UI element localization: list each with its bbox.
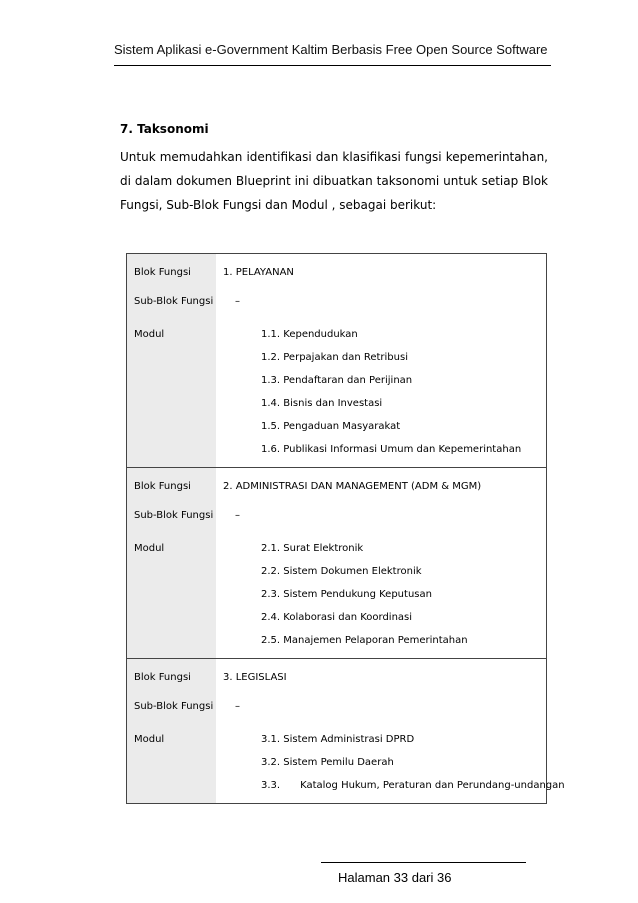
table-row	[127, 468, 547, 497]
label-modul: Modul	[127, 721, 217, 750]
sub-blok-value: –	[235, 701, 240, 712]
page-number: Halaman 33 dari 36	[338, 870, 452, 885]
header-rule	[114, 65, 551, 66]
label-sub-blok-fungsi: Sub-Blok Fungsi	[127, 496, 217, 530]
table-row	[127, 750, 547, 773]
label-blok-fungsi: Blok Fungsi	[127, 659, 217, 688]
module-item: 2.4. Kolaborasi dan Koordinasi	[261, 612, 413, 623]
sub-blok-value: –	[235, 296, 240, 307]
table-row	[127, 414, 547, 437]
module-item: 2.3. Sistem Pendukung Keputusan	[261, 589, 432, 600]
label-sub-blok-fungsi: Sub-Blok Fungsi	[127, 687, 217, 721]
label-sub-blok-fungsi: Sub-Blok Fungsi	[127, 282, 217, 316]
module-item: 2.2. Sistem Dokumen Elektronik	[261, 566, 422, 577]
module-text: Katalog Hukum, Peraturan dan Perundang-undangan	[300, 780, 565, 791]
module-item: 3.2. Sistem Pemilu Daerah	[261, 757, 394, 768]
table-row	[127, 282, 547, 316]
blok-fungsi-value: 1. PELAYANAN	[216, 254, 547, 283]
table-row	[127, 254, 547, 283]
table-row	[127, 496, 547, 530]
table-row	[127, 437, 547, 468]
module-number: 3.3.	[261, 780, 281, 791]
table-row	[127, 659, 547, 688]
table-row	[127, 687, 547, 721]
label-blok-fungsi: Blok Fungsi	[127, 468, 217, 497]
module-item: 3.1. Sistem Administrasi DPRD	[261, 734, 415, 745]
table-row	[127, 773, 547, 804]
table-row	[127, 530, 547, 559]
table-row	[127, 391, 547, 414]
sub-blok-value: –	[235, 510, 240, 521]
module-item: 1.5. Pengaduan Masyarakat	[261, 421, 401, 432]
table-row	[127, 345, 547, 368]
module-item: 1.3. Pendaftaran dan Perijinan	[261, 375, 413, 386]
label-modul: Modul	[127, 530, 217, 559]
blok-fungsi-value: 3. LEGISLASI	[216, 659, 547, 688]
label-modul: Modul	[127, 316, 217, 345]
section-title: 7. Taksonomi	[120, 122, 209, 136]
table-row	[127, 316, 547, 345]
module-item: 1.6. Publikasi Informasi Umum dan Kepemerintahan	[261, 444, 522, 455]
module-item: 1.1. Kependudukan	[261, 329, 358, 340]
page-header: Sistem Aplikasi e-Government Kaltim Berbasis Free Open Source Software	[114, 42, 548, 57]
label-blok-fungsi: Blok Fungsi	[127, 254, 217, 283]
table-row	[127, 628, 547, 659]
table-row	[127, 605, 547, 628]
table-row	[127, 582, 547, 605]
table-row	[127, 368, 547, 391]
table-row	[127, 559, 547, 582]
module-item: 2.5. Manajemen Pelaporan Pemerintahan	[261, 635, 468, 646]
taxonomy-table	[126, 253, 565, 804]
module-item	[223, 780, 565, 791]
blok-fungsi-value: 2. ADMINISTRASI DAN MANAGEMENT (ADM & MGM)	[216, 468, 547, 497]
module-item: 1.2. Perpajakan dan Retribusi	[261, 352, 408, 363]
module-item: 1.4. Bisnis dan Investasi	[261, 398, 383, 409]
module-item: 2.1. Surat Elektronik	[261, 543, 364, 554]
footer-rule	[321, 862, 526, 863]
intro-paragraph: Untuk memudahkan identifikasi dan klasifikasi fungsi kepemerintahan, di dalam dokumen Blueprint ini dibuatkan taksonomi untuk setiap Blok Fungsi, Sub-Blok Fungsi dan Modul , sebagai berikut:	[120, 150, 548, 212]
table-row	[127, 721, 547, 750]
